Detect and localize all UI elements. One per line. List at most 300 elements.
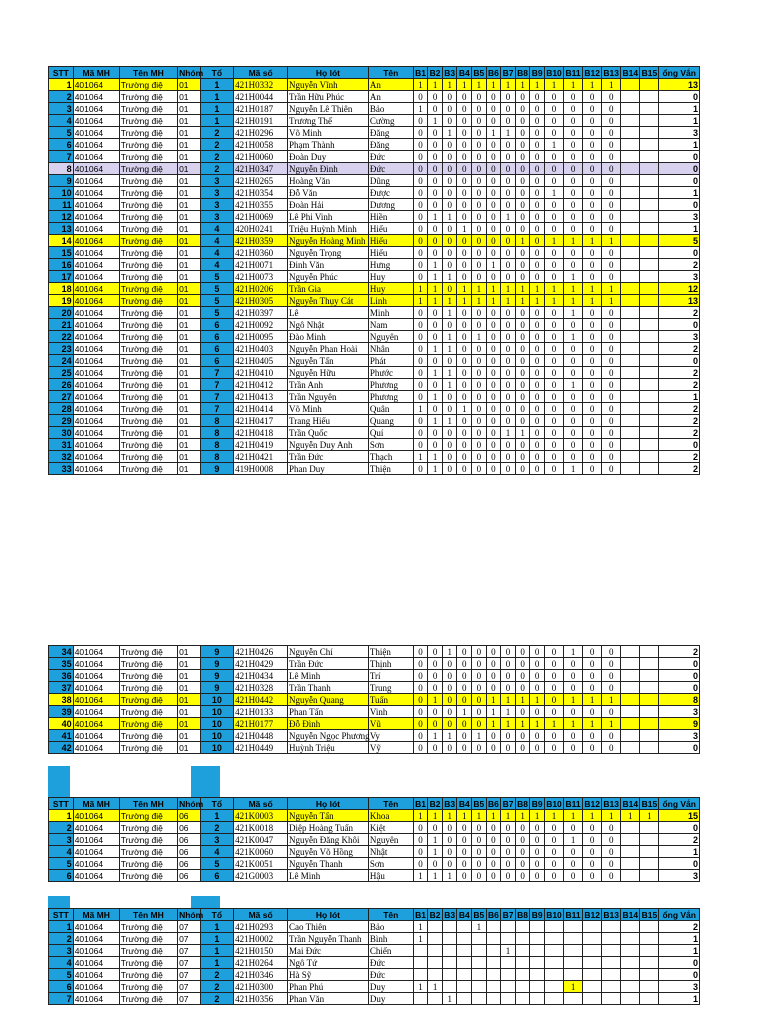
week-4-cell[interactable]: 0 (457, 730, 472, 742)
stt-cell[interactable]: 14 (49, 235, 74, 247)
stt-cell[interactable]: 5 (49, 969, 74, 981)
week-15-cell[interactable] (640, 945, 659, 957)
week-11-cell[interactable]: 0 (564, 223, 583, 235)
week-7-cell[interactable]: 0 (501, 139, 516, 151)
team-cell[interactable]: 6 (200, 319, 234, 331)
week-7-cell[interactable]: 0 (501, 463, 516, 475)
stt-cell[interactable]: 16 (49, 259, 74, 271)
week-15-cell[interactable] (640, 439, 659, 451)
week-10-cell[interactable]: 0 (544, 127, 563, 139)
week-1-cell[interactable]: 0 (413, 706, 428, 718)
week-4-cell[interactable]: 0 (457, 319, 472, 331)
course-code-cell[interactable]: 401064 (73, 187, 119, 199)
week-15-cell[interactable] (640, 870, 659, 882)
week-7-cell[interactable]: 0 (501, 103, 516, 115)
week-3-cell[interactable]: 0 (442, 115, 457, 127)
week-12-cell[interactable]: 0 (583, 367, 602, 379)
course-name-cell[interactable]: Trường điệ (119, 295, 177, 307)
week-7-cell[interactable]: 0 (501, 415, 516, 427)
week-14-cell[interactable] (621, 355, 640, 367)
last-name-cell[interactable]: Đoàn Duy (288, 151, 369, 163)
column-header[interactable]: B4 (458, 909, 470, 920)
group-cell[interactable]: 01 (178, 415, 200, 427)
course-name-cell[interactable]: Trường điệ (119, 139, 177, 151)
week-5-cell[interactable]: 0 (472, 103, 487, 115)
week-10-cell[interactable] (544, 933, 563, 945)
first-name-cell[interactable]: Hiếu (368, 223, 413, 235)
week-1-cell[interactable]: 0 (413, 271, 428, 283)
absence-total-cell[interactable]: 13 (659, 295, 700, 307)
week-11-cell[interactable]: 1 (564, 283, 583, 295)
week-11-cell[interactable] (564, 945, 583, 957)
week-2-cell[interactable]: 0 (428, 199, 443, 211)
course-code-cell[interactable]: 401064 (73, 115, 119, 127)
week-13-cell[interactable]: 0 (602, 103, 621, 115)
group-cell[interactable]: 01 (178, 307, 200, 319)
last-name-cell[interactable]: Trần Gia (288, 283, 369, 295)
student-id-cell[interactable]: 421H0429 (234, 658, 288, 670)
column-header[interactable]: B3 (444, 798, 456, 809)
course-name-cell[interactable]: Trường điệ (119, 834, 177, 846)
table-row[interactable] (49, 427, 700, 439)
team-cell[interactable]: 3 (200, 834, 234, 846)
week-12-cell[interactable]: 0 (583, 223, 602, 235)
week-10-cell[interactable]: 0 (544, 271, 563, 283)
week-6-cell[interactable]: 0 (486, 307, 501, 319)
week-8-cell[interactable]: 1 (515, 694, 530, 706)
week-7-cell[interactable] (501, 981, 516, 993)
week-7-cell[interactable]: 0 (501, 91, 516, 103)
column-header[interactable]: Nhóm (179, 67, 204, 78)
last-name-cell[interactable]: Nguyễn Quang (288, 694, 369, 706)
week-7-cell[interactable]: 1 (501, 945, 516, 957)
week-2-cell[interactable]: 0 (428, 319, 443, 331)
group-cell[interactable]: 01 (178, 646, 200, 658)
absence-total-cell[interactable]: 2 (659, 463, 700, 475)
week-13-cell[interactable]: 0 (602, 247, 621, 259)
week-4-cell[interactable]: 0 (457, 658, 472, 670)
week-8-cell[interactable]: 0 (515, 187, 530, 199)
week-10-cell[interactable]: 0 (544, 694, 563, 706)
column-header[interactable]: B2 (429, 67, 441, 78)
first-name-cell[interactable]: Tuấn (368, 694, 413, 706)
week-13-cell[interactable]: 0 (602, 858, 621, 870)
table-row[interactable] (49, 271, 700, 283)
absence-total-cell[interactable]: 1 (659, 846, 700, 858)
week-7-cell[interactable]: 0 (501, 187, 516, 199)
week-7-cell[interactable] (501, 921, 516, 933)
column-header[interactable]: Tên (368, 67, 413, 79)
week-10-cell[interactable]: 0 (544, 846, 563, 858)
week-12-cell[interactable]: 0 (583, 139, 602, 151)
week-14-cell[interactable] (621, 79, 640, 91)
week-8-cell[interactable]: 0 (515, 730, 530, 742)
absence-total-cell[interactable]: 0 (659, 670, 700, 682)
table-row[interactable] (49, 921, 700, 933)
week-9-cell[interactable]: 0 (530, 834, 545, 846)
week-12-cell[interactable]: 0 (583, 682, 602, 694)
week-10-cell[interactable]: 0 (544, 151, 563, 163)
column-header[interactable]: B8 (517, 798, 529, 809)
absence-total-cell[interactable]: 9 (659, 718, 700, 730)
week-10-cell[interactable]: 0 (544, 259, 563, 271)
week-2-cell[interactable]: 0 (428, 658, 443, 670)
week-8-cell[interactable]: 0 (515, 307, 530, 319)
week-3-cell[interactable]: 1 (442, 810, 457, 822)
column-header[interactable]: B12 (584, 798, 600, 809)
course-name-cell[interactable]: Trường điệ (119, 115, 177, 127)
week-8-cell[interactable]: 0 (515, 271, 530, 283)
week-4-cell[interactable]: 0 (457, 247, 472, 259)
week-8-cell[interactable] (515, 957, 530, 969)
week-9-cell[interactable]: 0 (530, 307, 545, 319)
week-15-cell[interactable] (640, 259, 659, 271)
week-5-cell[interactable]: 1 (472, 730, 487, 742)
last-name-cell[interactable]: Diệp Hoàng Tuấn (288, 822, 369, 834)
week-4-cell[interactable]: 0 (457, 391, 472, 403)
week-12-cell[interactable]: 0 (583, 646, 602, 658)
stt-cell[interactable]: 38 (49, 694, 74, 706)
week-11-cell[interactable]: 0 (564, 742, 583, 754)
table-row[interactable] (49, 283, 700, 295)
column-header[interactable]: B5 (473, 798, 485, 809)
week-8-cell[interactable]: 0 (515, 319, 530, 331)
week-6-cell[interactable]: 1 (486, 694, 501, 706)
week-1-cell[interactable]: 0 (413, 355, 428, 367)
team-cell[interactable]: 10 (200, 718, 234, 730)
week-13-cell[interactable]: 0 (602, 415, 621, 427)
week-11-cell[interactable]: 0 (564, 247, 583, 259)
week-6-cell[interactable]: 0 (486, 403, 501, 415)
week-2-cell[interactable]: 1 (428, 415, 443, 427)
last-name-cell[interactable]: Hà Sỹ (288, 969, 369, 981)
week-14-cell[interactable] (621, 858, 640, 870)
column-header[interactable]: STT (49, 798, 74, 810)
week-8-cell[interactable]: 0 (515, 223, 530, 235)
table-row[interactable] (49, 79, 700, 91)
week-12-cell[interactable] (583, 993, 602, 1005)
column-header[interactable]: B1 (415, 67, 426, 78)
week-7-cell[interactable]: 0 (501, 319, 516, 331)
course-name-cell[interactable]: Trường điệ (119, 451, 177, 463)
course-name-cell[interactable]: Trường điệ (119, 969, 177, 981)
week-1-cell[interactable]: 0 (413, 163, 428, 175)
week-1-cell[interactable]: 0 (413, 670, 428, 682)
last-name-cell[interactable]: Lê Minh (288, 670, 369, 682)
week-2-cell[interactable]: 1 (428, 79, 443, 91)
week-7-cell[interactable]: 0 (501, 247, 516, 259)
last-name-cell[interactable]: Trần Thanh (288, 682, 369, 694)
group-cell[interactable]: 01 (178, 79, 200, 91)
course-code-cell[interactable]: 401064 (73, 427, 119, 439)
week-12-cell[interactable]: 1 (583, 810, 602, 822)
week-2-cell[interactable]: 1 (428, 211, 443, 223)
week-2-cell[interactable] (428, 993, 443, 1005)
week-6-cell[interactable]: 0 (486, 163, 501, 175)
week-9-cell[interactable]: 0 (530, 391, 545, 403)
week-6-cell[interactable]: 0 (486, 658, 501, 670)
course-code-cell[interactable]: 401064 (73, 957, 119, 969)
course-name-cell[interactable]: Trường điệ (119, 870, 177, 882)
column-header[interactable]: Mã số (234, 798, 288, 810)
week-5-cell[interactable] (472, 945, 487, 957)
course-code-cell[interactable]: 401064 (73, 415, 119, 427)
week-3-cell[interactable]: 0 (442, 187, 457, 199)
group-cell[interactable]: 01 (178, 247, 200, 259)
column-header[interactable]: B1 (415, 909, 426, 920)
week-10-cell[interactable]: 0 (544, 355, 563, 367)
team-cell[interactable]: 1 (200, 103, 234, 115)
absence-total-cell[interactable]: 1 (659, 223, 700, 235)
course-code-cell[interactable]: 401064 (73, 730, 119, 742)
week-3-cell[interactable]: 0 (442, 247, 457, 259)
team-cell[interactable]: 8 (200, 427, 234, 439)
week-15-cell[interactable] (640, 367, 659, 379)
week-13-cell[interactable] (602, 957, 621, 969)
week-10-cell[interactable]: 0 (544, 391, 563, 403)
week-14-cell[interactable] (621, 682, 640, 694)
week-1-cell[interactable]: 1 (413, 283, 428, 295)
week-7-cell[interactable]: 0 (501, 355, 516, 367)
stt-cell[interactable]: 3 (49, 834, 74, 846)
group-cell[interactable]: 01 (178, 331, 200, 343)
student-id-cell[interactable]: 421H0442 (234, 694, 288, 706)
week-3-cell[interactable] (442, 969, 457, 981)
group-cell[interactable]: 01 (178, 283, 200, 295)
first-name-cell[interactable]: Bình (368, 933, 413, 945)
team-cell[interactable]: 4 (200, 235, 234, 247)
week-15-cell[interactable] (640, 79, 659, 91)
course-name-cell[interactable]: Trường điệ (119, 151, 177, 163)
stt-cell[interactable]: 34 (49, 646, 74, 658)
team-cell[interactable]: 5 (200, 271, 234, 283)
absence-total-cell[interactable]: 2 (659, 343, 700, 355)
stt-cell[interactable]: 6 (49, 870, 74, 882)
week-1-cell[interactable]: 1 (413, 451, 428, 463)
stt-cell[interactable]: 4 (49, 115, 74, 127)
first-name-cell[interactable]: Đức (368, 957, 413, 969)
week-10-cell[interactable]: 0 (544, 742, 563, 754)
table-row[interactable] (49, 933, 700, 945)
week-11-cell[interactable]: 0 (564, 439, 583, 451)
group-cell[interactable]: 01 (178, 730, 200, 742)
week-3-cell[interactable]: 1 (442, 870, 457, 882)
first-name-cell[interactable]: Duy (368, 981, 413, 993)
team-cell[interactable]: 5 (200, 283, 234, 295)
week-3-cell[interactable]: 0 (442, 706, 457, 718)
week-12-cell[interactable]: 0 (583, 706, 602, 718)
course-code-cell[interactable]: 401064 (73, 247, 119, 259)
week-11-cell[interactable]: 1 (564, 718, 583, 730)
week-7-cell[interactable]: 0 (501, 658, 516, 670)
table-row[interactable] (49, 451, 700, 463)
column-header[interactable]: B5 (473, 67, 485, 78)
group-cell[interactable]: 01 (178, 439, 200, 451)
week-11-cell[interactable]: 1 (564, 694, 583, 706)
absence-total-cell[interactable]: 0 (659, 858, 700, 870)
week-2-cell[interactable]: 0 (428, 103, 443, 115)
week-11-cell[interactable]: 1 (564, 307, 583, 319)
team-cell[interactable]: 3 (200, 199, 234, 211)
week-6-cell[interactable]: 0 (486, 355, 501, 367)
column-header[interactable]: Tên MH (119, 909, 177, 921)
course-code-cell[interactable]: 401064 (73, 367, 119, 379)
week-3-cell[interactable]: 1 (442, 331, 457, 343)
week-1-cell[interactable]: 1 (413, 981, 428, 993)
week-1-cell[interactable]: 1 (413, 103, 428, 115)
week-5-cell[interactable]: 0 (472, 127, 487, 139)
week-11-cell[interactable]: 0 (564, 403, 583, 415)
last-name-cell[interactable]: Võ Minh (288, 403, 369, 415)
first-name-cell[interactable]: Đăng (368, 127, 413, 139)
student-id-cell[interactable]: 421K0060 (234, 846, 288, 858)
week-3-cell[interactable] (442, 933, 457, 945)
student-id-cell[interactable]: 421H0419 (234, 439, 288, 451)
week-13-cell[interactable]: 0 (602, 846, 621, 858)
week-2-cell[interactable]: 0 (428, 427, 443, 439)
course-name-cell[interactable]: Trường điệ (119, 846, 177, 858)
table-row[interactable] (49, 223, 700, 235)
week-1-cell[interactable]: 0 (413, 439, 428, 451)
week-8-cell[interactable]: 0 (515, 391, 530, 403)
week-15-cell[interactable] (640, 730, 659, 742)
week-14-cell[interactable] (621, 103, 640, 115)
first-name-cell[interactable]: Thiện (368, 646, 413, 658)
week-14-cell[interactable] (621, 211, 640, 223)
week-7-cell[interactable]: 0 (501, 175, 516, 187)
week-9-cell[interactable] (530, 969, 545, 981)
student-id-cell[interactable]: 421H0150 (234, 945, 288, 957)
table-row[interactable] (49, 403, 700, 415)
week-11-cell[interactable] (564, 921, 583, 933)
week-6-cell[interactable]: 0 (486, 91, 501, 103)
week-8-cell[interactable]: 0 (515, 834, 530, 846)
week-11-cell[interactable]: 0 (564, 115, 583, 127)
week-9-cell[interactable]: 0 (530, 211, 545, 223)
week-10-cell[interactable]: 0 (544, 463, 563, 475)
week-5-cell[interactable]: 0 (472, 115, 487, 127)
week-13-cell[interactable]: 0 (602, 139, 621, 151)
column-header[interactable]: Tên (368, 909, 413, 921)
team-cell[interactable]: 5 (200, 295, 234, 307)
week-8-cell[interactable]: 1 (515, 718, 530, 730)
group-cell[interactable]: 07 (178, 957, 200, 969)
team-cell[interactable]: 10 (200, 694, 234, 706)
week-13-cell[interactable]: 1 (602, 79, 621, 91)
team-cell[interactable]: 4 (200, 259, 234, 271)
course-code-cell[interactable]: 401064 (73, 463, 119, 475)
first-name-cell[interactable]: Đức (368, 151, 413, 163)
week-12-cell[interactable]: 0 (583, 259, 602, 271)
week-10-cell[interactable]: 0 (544, 379, 563, 391)
week-7-cell[interactable] (501, 933, 516, 945)
week-7-cell[interactable]: 0 (501, 259, 516, 271)
week-4-cell[interactable]: 0 (457, 271, 472, 283)
week-12-cell[interactable]: 0 (583, 271, 602, 283)
week-14-cell[interactable] (621, 367, 640, 379)
team-cell[interactable]: 2 (200, 822, 234, 834)
student-id-cell[interactable]: 421H0359 (234, 235, 288, 247)
student-id-cell[interactable]: 421H0421 (234, 451, 288, 463)
last-name-cell[interactable]: Phan Tấn (288, 706, 369, 718)
week-15-cell[interactable] (640, 658, 659, 670)
first-name-cell[interactable]: Huy (368, 283, 413, 295)
table-row[interactable] (49, 211, 700, 223)
week-2-cell[interactable]: 1 (428, 463, 443, 475)
week-2-cell[interactable]: 0 (428, 223, 443, 235)
week-9-cell[interactable]: 0 (530, 319, 545, 331)
first-name-cell[interactable]: Quang (368, 415, 413, 427)
week-4-cell[interactable]: 0 (457, 211, 472, 223)
course-code-cell[interactable]: 401064 (73, 945, 119, 957)
student-id-cell[interactable]: 421H0300 (234, 981, 288, 993)
week-3-cell[interactable]: 1 (442, 379, 457, 391)
week-10-cell[interactable]: 0 (544, 730, 563, 742)
week-15-cell[interactable] (640, 211, 659, 223)
group-cell[interactable]: 01 (178, 187, 200, 199)
stt-cell[interactable]: 3 (49, 103, 74, 115)
week-4-cell[interactable] (457, 993, 472, 1005)
table-row[interactable] (49, 187, 700, 199)
week-11-cell[interactable]: 1 (564, 379, 583, 391)
week-3-cell[interactable]: 1 (442, 79, 457, 91)
week-12-cell[interactable]: 0 (583, 115, 602, 127)
group-cell[interactable]: 01 (178, 706, 200, 718)
week-11-cell[interactable]: 0 (564, 670, 583, 682)
week-3-cell[interactable]: 0 (442, 694, 457, 706)
week-2-cell[interactable]: 0 (428, 379, 443, 391)
week-13-cell[interactable]: 0 (602, 403, 621, 415)
week-8-cell[interactable]: 0 (515, 247, 530, 259)
week-13-cell[interactable]: 0 (602, 822, 621, 834)
week-2-cell[interactable]: 0 (428, 235, 443, 247)
week-10-cell[interactable] (544, 957, 563, 969)
column-header[interactable]: B11 (565, 798, 581, 809)
week-7-cell[interactable]: 1 (501, 283, 516, 295)
week-8-cell[interactable]: 1 (515, 235, 530, 247)
course-code-cell[interactable]: 401064 (73, 211, 119, 223)
column-header[interactable]: B11 (565, 67, 581, 78)
week-10-cell[interactable]: 0 (544, 658, 563, 670)
week-4-cell[interactable]: 0 (457, 718, 472, 730)
week-6-cell[interactable]: 0 (486, 199, 501, 211)
week-15-cell[interactable] (640, 103, 659, 115)
week-4-cell[interactable]: 0 (457, 682, 472, 694)
last-name-cell[interactable]: Trần Đức (288, 451, 369, 463)
week-2-cell[interactable]: 1 (428, 451, 443, 463)
week-13-cell[interactable]: 0 (602, 151, 621, 163)
week-6-cell[interactable] (486, 933, 501, 945)
column-header[interactable]: B3 (444, 67, 456, 78)
last-name-cell[interactable]: Trần Quốc (288, 427, 369, 439)
group-cell[interactable]: 01 (178, 670, 200, 682)
week-6-cell[interactable]: 0 (486, 379, 501, 391)
student-id-cell[interactable]: 421K0051 (234, 858, 288, 870)
week-14-cell[interactable] (621, 199, 640, 211)
week-11-cell[interactable]: 0 (564, 427, 583, 439)
week-14-cell[interactable] (621, 259, 640, 271)
group-cell[interactable]: 07 (178, 945, 200, 957)
column-header[interactable]: Tên MH (119, 798, 177, 810)
week-9-cell[interactable]: 0 (530, 403, 545, 415)
group-cell[interactable]: 01 (178, 718, 200, 730)
first-name-cell[interactable]: Phương (368, 391, 413, 403)
stt-cell[interactable]: 18 (49, 283, 74, 295)
first-name-cell[interactable]: Nam (368, 319, 413, 331)
student-id-cell[interactable]: 421H0360 (234, 247, 288, 259)
week-8-cell[interactable]: 0 (515, 331, 530, 343)
course-code-cell[interactable]: 401064 (73, 670, 119, 682)
